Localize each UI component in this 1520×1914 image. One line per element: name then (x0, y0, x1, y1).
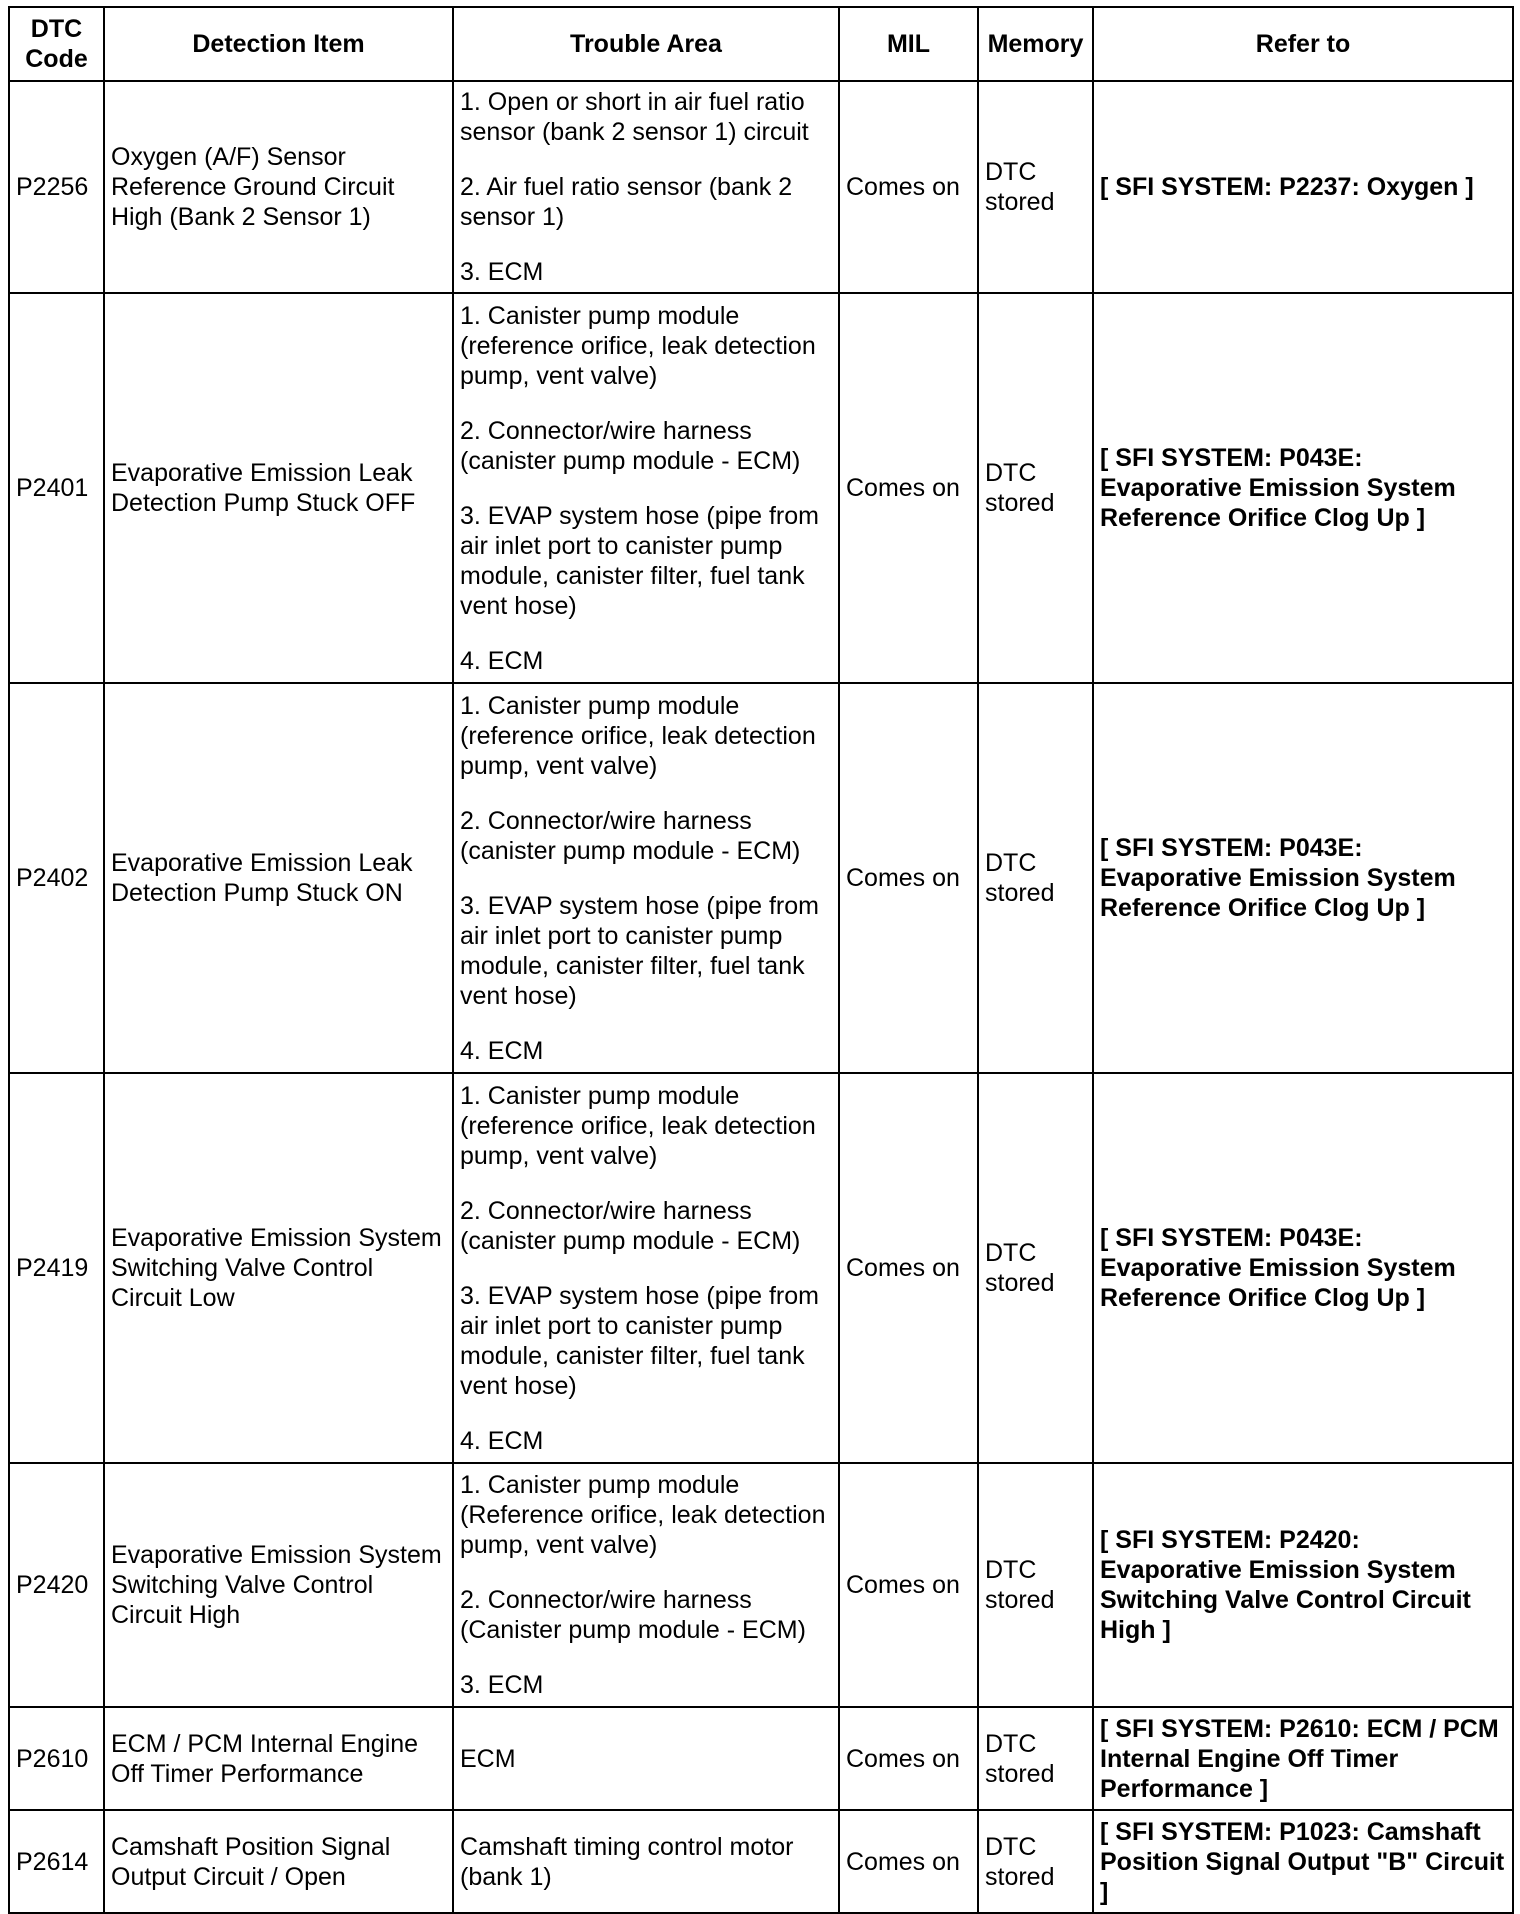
table-row (9, 293, 1513, 683)
detection-item-cell: Oxygen (A/F) Sensor Reference Ground Circuit High (Bank 2 Sensor 1) (104, 81, 453, 293)
trouble-area-cell (453, 1073, 839, 1463)
mil-cell: Comes on (839, 293, 978, 683)
trouble-area-item: 2. Connector/wire harness (canister pump module - ECM) (460, 416, 801, 475)
header-detection-item: Detection Item (104, 7, 453, 81)
header-memory: Memory (978, 7, 1093, 81)
mil-cell: Comes on (839, 1810, 978, 1913)
detection-item-cell: ECM / PCM Internal Engine Off Timer Performance (104, 1707, 453, 1810)
dtc-code-cell: P2610 (9, 1707, 104, 1810)
trouble-area-cell (453, 1707, 839, 1810)
trouble-area-cell (453, 683, 839, 1073)
dtc-code-cell: P2402 (9, 683, 104, 1073)
refer-to-cell: [ SFI SYSTEM: P043E: Evaporative Emission System Reference Orifice Clog Up ] (1093, 683, 1513, 1073)
mil-cell: Comes on (839, 683, 978, 1073)
table-row (9, 1463, 1513, 1707)
trouble-area-item: ECM (460, 1744, 516, 1773)
table-row (9, 1707, 1513, 1810)
dtc-code-cell: P2419 (9, 1073, 104, 1463)
mil-cell: Comes on (839, 1463, 978, 1707)
trouble-area-item: Camshaft timing control motor (bank 1) (460, 1832, 794, 1891)
trouble-area-item: 1. Canister pump module (reference orifice, leak detection pump, vent valve) (460, 1081, 816, 1170)
memory-cell: DTC stored (978, 293, 1093, 683)
header-row (9, 7, 1513, 81)
detection-item-cell: Evaporative Emission Leak Detection Pump Stuck ON (104, 683, 453, 1073)
mil-cell: Comes on (839, 1073, 978, 1463)
detection-item-cell: Evaporative Emission Leak Detection Pump Stuck OFF (104, 293, 453, 683)
trouble-area-cell (453, 1810, 839, 1913)
table-row (9, 1073, 1513, 1463)
refer-to-cell: [ SFI SYSTEM: P2237: Oxygen ] (1093, 81, 1513, 293)
trouble-area-item: 4. ECM (460, 646, 544, 675)
trouble-area-item: 3. EVAP system hose (pipe from air inlet port to canister pump module, canister filter, fuel tank vent hose) (460, 1281, 819, 1400)
detection-item-cell: Evaporative Emission System Switching Valve Control Circuit Low (104, 1073, 453, 1463)
trouble-area-item: 4. ECM (460, 1036, 544, 1065)
trouble-area-item: 2. Connector/wire harness (canister pump module - ECM) (460, 806, 801, 865)
trouble-area-cell (453, 81, 839, 293)
refer-to-cell: [ SFI SYSTEM: P043E: Evaporative Emission System Reference Orifice Clog Up ] (1093, 293, 1513, 683)
detection-item-cell: Camshaft Position Signal Output Circuit / Open (104, 1810, 453, 1913)
memory-cell: DTC stored (978, 1073, 1093, 1463)
header-refer-to: Refer to (1093, 7, 1513, 81)
refer-to-cell: [ SFI SYSTEM: P2610: ECM / PCM Internal Engine Off Timer Performance ] (1093, 1707, 1513, 1810)
detection-item-cell: Evaporative Emission System Switching Valve Control Circuit High (104, 1463, 453, 1707)
trouble-area-cell (453, 1463, 839, 1707)
header-dtc-code: DTC Code (9, 7, 104, 81)
mil-cell: Comes on (839, 1707, 978, 1810)
memory-cell: DTC stored (978, 1810, 1093, 1913)
trouble-area-item: 1. Canister pump module (reference orifice, leak detection pump, vent valve) (460, 301, 816, 390)
trouble-area-item: 1. Open or short in air fuel ratio sensor (bank 2 sensor 1) circuit (460, 88, 809, 146)
trouble-area-cell (453, 293, 839, 683)
trouble-area-item: 3. EVAP system hose (pipe from air inlet port to canister pump module, canister filter, fuel tank vent hose) (460, 501, 819, 620)
table-row (9, 1810, 1513, 1913)
trouble-area-item: 1. Canister pump module (Reference orifice, leak detection pump, vent valve) (460, 1471, 826, 1559)
trouble-area-item: 2. Connector/wire harness (Canister pump module - ECM) (460, 1586, 806, 1644)
trouble-area-item: 2. Air fuel ratio sensor (bank 2 sensor 1) (460, 173, 793, 231)
mil-cell: Comes on (839, 81, 978, 293)
memory-cell: DTC stored (978, 1463, 1093, 1707)
dtc-code-cell: P2401 (9, 293, 104, 683)
refer-to-cell: [ SFI SYSTEM: P2420: Evaporative Emission System Switching Valve Control Circuit High ] (1093, 1463, 1513, 1707)
trouble-area-item: 3. ECM (460, 258, 544, 286)
trouble-area-item: 3. ECM (460, 1671, 544, 1699)
trouble-area-item: 2. Connector/wire harness (canister pump module - ECM) (460, 1196, 801, 1255)
trouble-area-item: 4. ECM (460, 1426, 544, 1455)
dtc-code-cell: P2420 (9, 1463, 104, 1707)
trouble-area-item: 1. Canister pump module (reference orifice, leak detection pump, vent valve) (460, 691, 816, 780)
dtc-code-cell: P2614 (9, 1810, 104, 1913)
trouble-area-item: 3. EVAP system hose (pipe from air inlet port to canister pump module, canister filter, fuel tank vent hose) (460, 891, 819, 1010)
dtc-table (8, 6, 1514, 1914)
memory-cell: DTC stored (978, 1707, 1093, 1810)
header-trouble-area: Trouble Area (453, 7, 839, 81)
table-row (9, 683, 1513, 1073)
dtc-code-cell: P2256 (9, 81, 104, 293)
table-row (9, 81, 1513, 293)
refer-to-cell: [ SFI SYSTEM: P043E: Evaporative Emission System Reference Orifice Clog Up ] (1093, 1073, 1513, 1463)
header-mil: MIL (839, 7, 978, 81)
memory-cell: DTC stored (978, 683, 1093, 1073)
memory-cell: DTC stored (978, 81, 1093, 293)
refer-to-cell: [ SFI SYSTEM: P1023: Camshaft Position Signal Output "B" Circuit ] (1093, 1810, 1513, 1913)
